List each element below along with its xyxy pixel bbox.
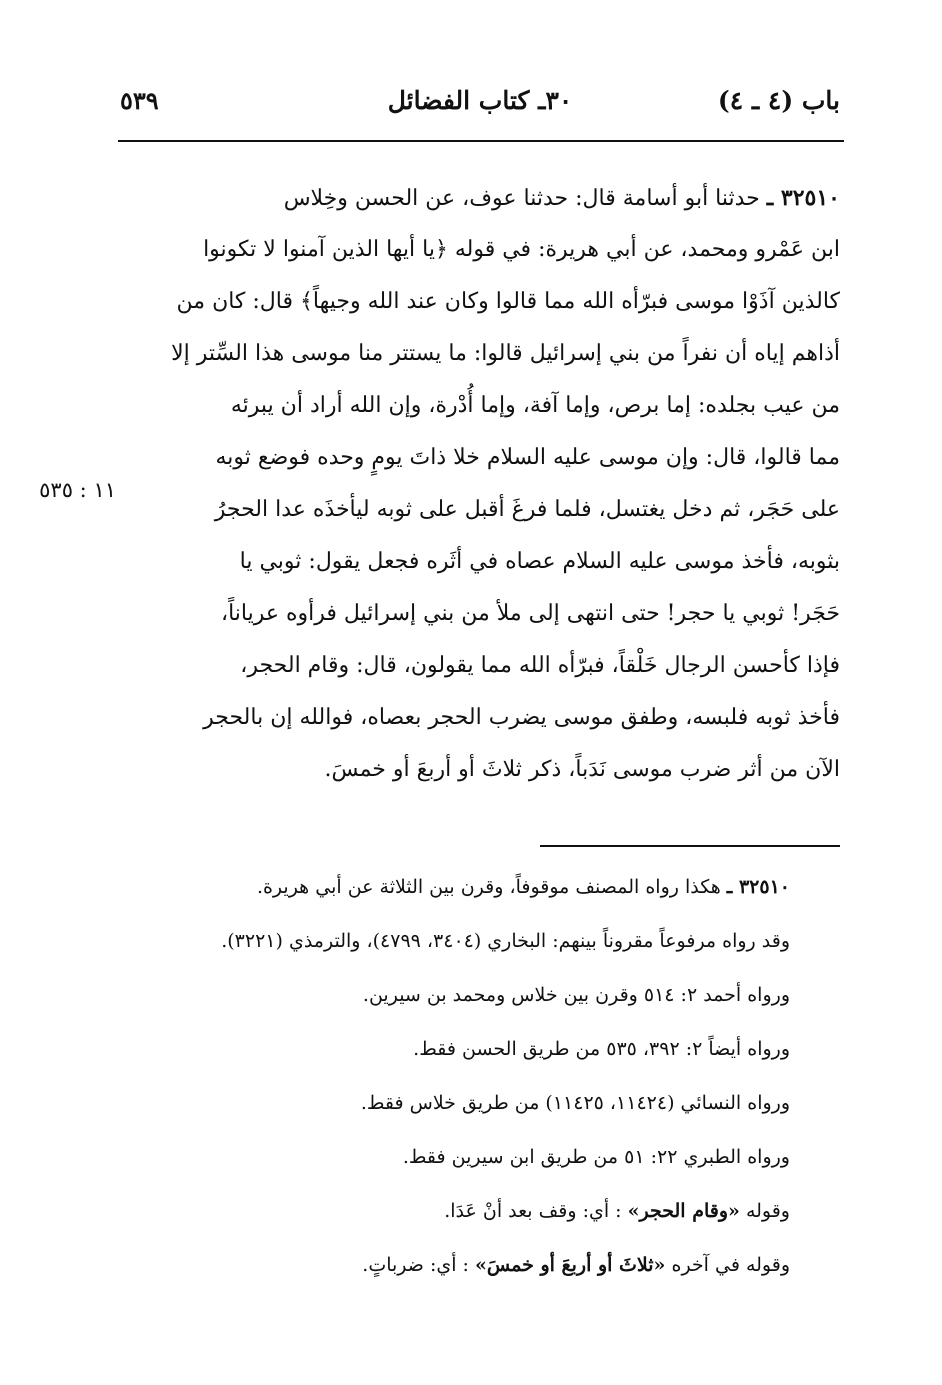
quoted-phrase: «وقام الحجر» bbox=[627, 1200, 740, 1222]
margin-reference: ١١ : ٥٣٥ bbox=[39, 478, 116, 502]
hadith-number: ٣٢٥١٠ ـ bbox=[766, 185, 840, 211]
footnote-line: ورواه الطبري ٢٢: ٥١ من طريق ابن سيرين فقط. bbox=[402, 1146, 790, 1168]
quoted-phrase: «ثلاثَ أو أربعَ أو خمسَ» bbox=[475, 1254, 666, 1276]
text-line: بثوبه، فأخذ موسى عليه السلام عصاه في أثَره فجعل يقول: ثوبي يا bbox=[239, 549, 840, 574]
hadith-text bbox=[124, 172, 840, 796]
running-header bbox=[120, 80, 840, 124]
footnote-line: وقوله في آخره «ثلاثَ أو أربعَ أو خمسَ» : أي: ضرباتٍ. bbox=[362, 1254, 790, 1276]
text-line: فأخذ ثوبه فلبسه، وطفق موسى يضرب الحجر بعصاه، فوالله إن بالحجر bbox=[203, 705, 840, 730]
text-line: حَجَر! ثوبي يا حجر! حتى انتهى إلى ملأ من بني إسرائيل فرأوه عرياناً، bbox=[220, 601, 840, 626]
chapter-label: باب (٤ ـ ٤) bbox=[717, 86, 840, 115]
text-line: مما قالوا، قال: وإن موسى عليه السلام خلا ذاتَ يومٍ وحده فوضع ثوبه bbox=[215, 445, 840, 470]
page-number: ٥٣٩ bbox=[120, 86, 159, 115]
text-line: فإذا كأحسن الرجال خَلْقاً، فبرّأه الله مما يقولون، قال: وقام الحجر، bbox=[240, 653, 840, 678]
footnote-line: ٣٢٥١٠ ـ هكذا رواه المصنف موقوفاً، وقرن بين الثلاثة عن أبي هريرة. bbox=[256, 876, 790, 898]
footnote-divider bbox=[540, 845, 840, 847]
text-line: ٣٢٥١٠ ـ حدثنا أبو أسامة قال: حدثنا عوف، عن الحسن وخِلاس bbox=[283, 185, 840, 211]
footnote-number: ٣٢٥١٠ ـ bbox=[726, 876, 790, 898]
text-line: من عيب بجلده: إما برص، وإما آفة، وإما أُدْرة، وإن الله أراد أن يبرئه bbox=[230, 393, 840, 418]
footnote-line: ورواه أيضاً ٢: ٣٩٢، ٥٣٥ من طريق الحسن فقط. bbox=[413, 1038, 790, 1060]
text-line: أذاهم إياه أن نفراً من بني إسرائيل قالوا: ما يستتر منا موسى هذا السِّتر إلا bbox=[171, 341, 840, 366]
header-divider bbox=[118, 140, 844, 142]
footnote-line: وقد رواه مرفوعاً مقروناً بينهم: البخاري (٣٤٠٤، ٤٧٩٩)، والترمذي (٣٢٢١). bbox=[221, 930, 790, 952]
footnote-line: وقوله «وقام الحجر» : أي: وقف بعد أنْ عَدَا. bbox=[444, 1200, 790, 1222]
footnotes bbox=[150, 860, 790, 1292]
text-line: على حَجَر، ثم دخل يغتسل، فلما فرغَ أقبل على ثوبه ليأخذَه عدا الحجرُ bbox=[214, 497, 840, 522]
text-line: الآن من أثر ضرب موسى نَدَباً، ذكر ثلاثَ أو أربعَ أو خمسَ. bbox=[324, 757, 840, 782]
text-line: كالذين آذَوْا موسى فبرّأه الله مما قالوا وكان عند الله وجيهاً﴾ قال: كان من bbox=[176, 289, 840, 314]
text-line: ابن عَمْرو ومحمد، عن أبي هريرة: في قوله ﴿يا أيها الذين آمنوا لا تكونوا bbox=[203, 237, 840, 262]
book-title: ٣٠ـ كتاب الفضائل bbox=[387, 86, 573, 115]
footnote-line: ورواه النسائي (١١٤٢٤، ١١٤٢٥) من طريق خلاس فقط. bbox=[360, 1092, 790, 1114]
footnote-line: ورواه أحمد ٢: ٥١٤ وقرن بين خلاس ومحمد بن سيرين. bbox=[362, 984, 790, 1006]
